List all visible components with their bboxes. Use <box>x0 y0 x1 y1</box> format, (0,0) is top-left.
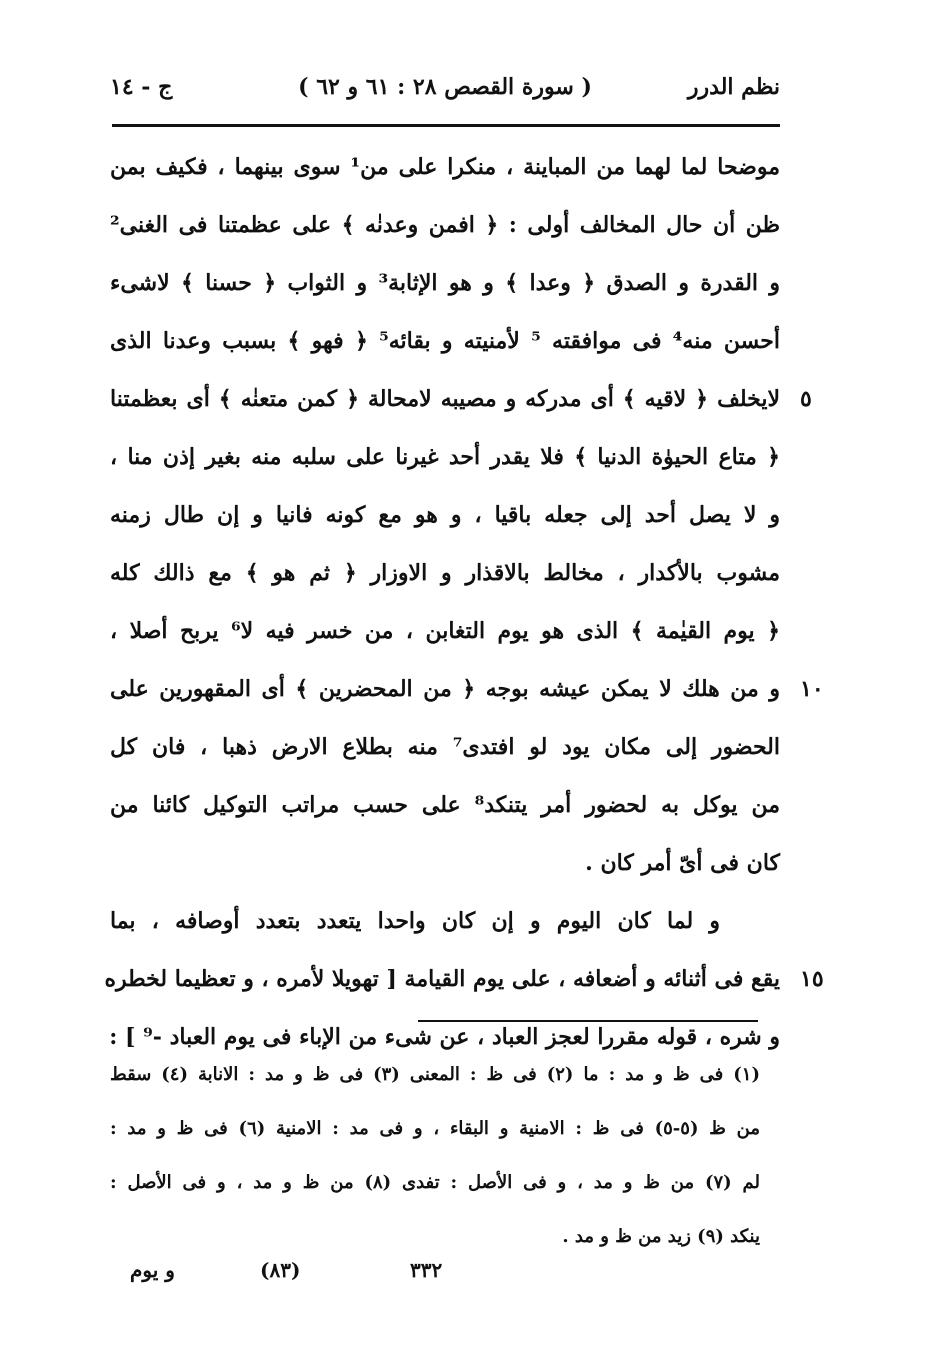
text-line-content: لايخلف ﴿ لاقيه ﴾ أى مدركه و مصيبه لامحالة ﴿ كمن متعنٰه ﴾ أى بعظمتنا <box>110 386 780 412</box>
footnote-line: (١) فى ظ و مد : ما (٢) فى ظ : المعنى (٣) فى ظ و مد : الانابة (٤) سقط <box>110 1064 760 1085</box>
text-line: أحسن منه⁴ فى موافقته ⁵ لأمنيته و بقائه⁵ ﴿ فهو ﴾ بسبب وعدنا الذى <box>110 328 780 354</box>
text-line: ظن أن حال المخالف أولى : ﴿ افمن وعدنٰه ﴾ على عظمتنا فى الغنى² <box>110 212 780 238</box>
text-line-5 <box>110 370 812 428</box>
line-number-15: ١٥ <box>800 966 824 992</box>
text-line: مشوب بالأكدار ، مخالط بالاقذار و الاوزار ﴿ ثم هو ﴾ مع ذالك كله <box>110 560 780 586</box>
header-rule <box>112 124 780 127</box>
sequence-number: (٨٣) <box>260 1258 301 1282</box>
text-line: الحضور إلى مكان يود لو افتدى⁷ منه بطلاع الارض ذهبا ، فان كل <box>110 734 780 760</box>
text-line: و شره ، قوله مقررا لعجز العباد ، عن شىء من الإباء فى يوم العباد -⁹ ] : <box>109 1024 780 1050</box>
book-title: نظم الدرر <box>687 74 780 100</box>
text-line: و القدرة و الصدق ﴿ وعدا ﴾ و هو الإثابة³ و الثواب ﴿ حسنا ﴾ لاشىء <box>110 270 781 296</box>
surah-reference: ( سورة القصص ٢٨ : ٦١ و ٦٢ ) <box>298 74 592 100</box>
footnotes <box>110 1048 760 1264</box>
catchword: و يوم <box>130 1258 175 1282</box>
running-header <box>110 70 780 110</box>
text-line-15 <box>104 950 824 1008</box>
page-footer <box>110 1258 780 1294</box>
text-line: و لما كان اليوم و إن كان واحدا يتعدد بتعدد أوصافه ، بما <box>110 908 720 934</box>
volume-number: ج - ١٤ <box>110 74 173 100</box>
text-line: ﴿ متاع الحيوٰة الدنيا ﴾ فلا يقدر أحد غيرنا على سلبه منه بغير إذن منا ، <box>110 444 780 470</box>
text-line-content: و من هلك لا يمكن عيشه بوجه ﴿ من المحضرين ﴾ أى المقهورين على <box>110 676 780 702</box>
text-line: ﴿ يوم القيٰمة ﴾ الذى هو يوم التغابن ، من خسر فيه لا⁶ يربح أصلا ، <box>110 618 780 644</box>
footnote-line: من ظ (٥-٥) فى ظ : الامنية و البقاء ، و فى مد : الامنية (٦) فى ظ و مد : <box>110 1118 761 1139</box>
text-line: من يوكل به لحضور أمر يتنكد⁸ على حسب مراتب التوكيل كائنا من <box>110 792 780 818</box>
text-line: و لا يصل أحد إلى جعله باقيا ، و هو مع كونه فانيا و إن طال زمنه <box>110 502 780 528</box>
page-number: ٣٣٢ <box>410 1258 443 1282</box>
footnote-line: ينكد (٩) زيد من ظ و مد . <box>562 1226 760 1247</box>
footnote-line: لم (٧) من ظ و مد ، و فى الأصل : تفدى (٨) من ظ و مد ، و فى الأصل : <box>110 1172 761 1193</box>
line-number-10: ١٠ <box>800 676 824 702</box>
text-line-10 <box>110 660 824 718</box>
text-line: كان فى أىّ أمر كان . <box>585 850 780 876</box>
text-line-content: يقع فى أثنائه و أضعافه ، على يوم القيامة [ تهويلا لأمره ، و تعظيما لخطره <box>104 966 780 992</box>
footnote-rule <box>418 1020 758 1022</box>
line-number-5: ٥ <box>800 386 812 412</box>
main-text <box>104 138 824 1066</box>
text-line: موضحا لما لهما من المباينة ، منكرا على من¹ سوى بينهما ، فكيف بمن <box>110 154 780 180</box>
